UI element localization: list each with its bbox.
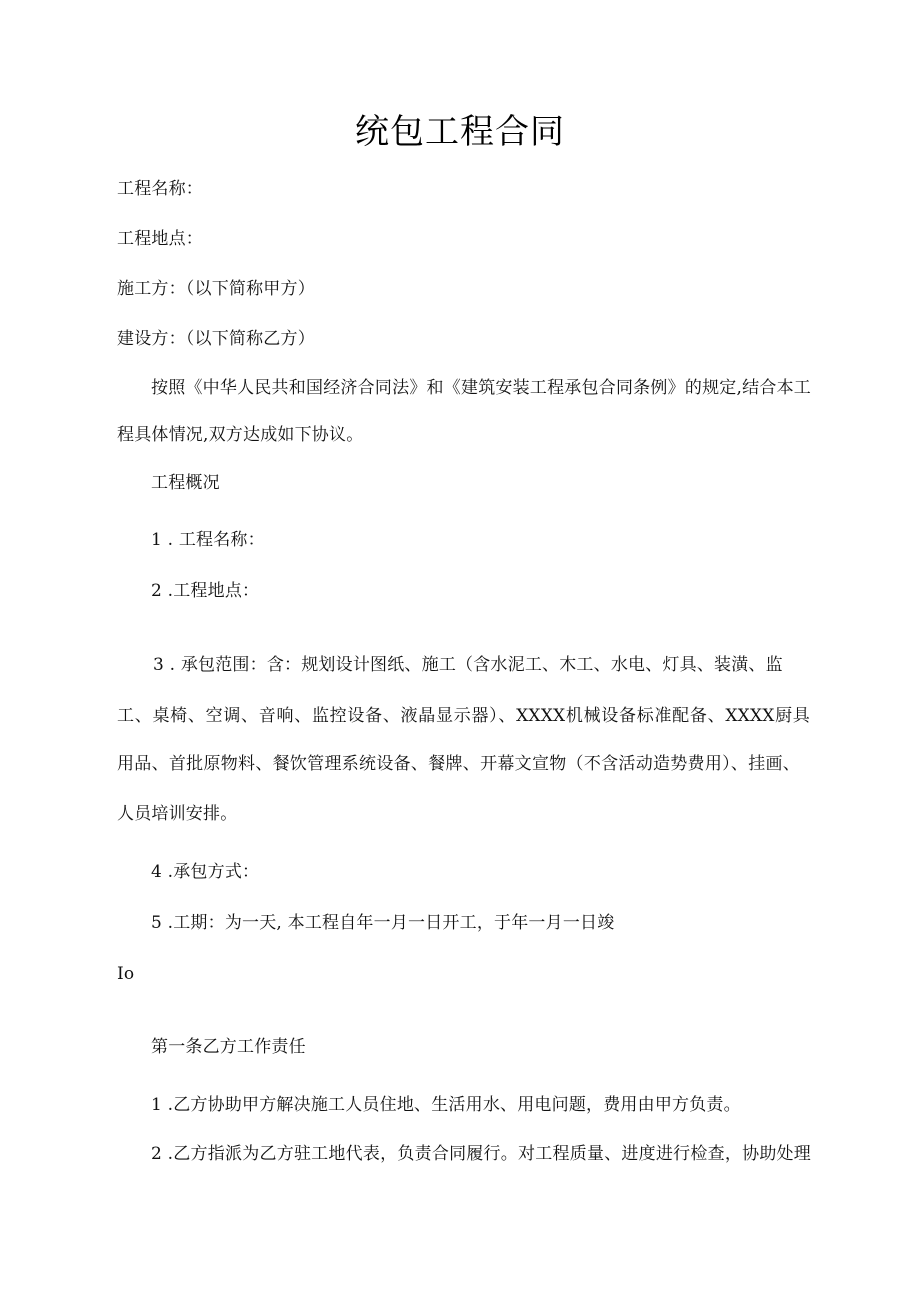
preamble-line-1: 按照《中华人民共和国经济合同法》和《建筑安装工程承包合同条例》的规定,结合本工 [151, 378, 811, 398]
project-name-field: 工程名称： [117, 179, 203, 199]
overview-item-3-line-2: 工、桌椅、空调、音响、监控设备、液晶显示器）、XXXX机械设备标准配备、XXXX厨具 [117, 706, 810, 726]
party-a-field: 施工方：（以下简称甲方） [117, 279, 315, 299]
overview-item-5-tail: Io [117, 964, 135, 984]
overview-item-3-line-3: 用品、首批原物料、餐饮管理系统设备、餐牌、开幕文宣物（不含活动造势费用）、挂画、 [117, 754, 800, 774]
overview-item-4: 4 .承包方式： [151, 862, 260, 882]
overview-item-3-line-4: 人员培训安排。 [117, 804, 238, 824]
overview-item-2: 2 .工程地点： [151, 581, 260, 601]
overview-heading: 工程概况 [151, 473, 220, 493]
overview-item-1: 1 . 工程名称： [151, 530, 265, 550]
project-location-field: 工程地点： [117, 229, 203, 249]
overview-item-3-line-1: 3 . 承包范围：含：规划设计图纸、施工（含水泥工、木工、水电、灯具、装潢、监 [153, 655, 783, 675]
article-1-heading: 第一条乙方工作责任 [151, 1037, 306, 1057]
party-b-field: 建设方：（以下简称乙方） [117, 329, 315, 349]
article-1-item-1: 1 .乙方协助甲方解决施工人员住地、生活用水、用电问题，费用由甲方负责。 [151, 1095, 741, 1115]
overview-item-5: 5 .工期：为一天, 本工程自年一月一日开工，于年一月一日竣 [151, 913, 615, 933]
document-title: 统包工程合同 [355, 112, 565, 152]
preamble-line-2: 程具体情况,双方达成如下协议。 [117, 425, 364, 445]
article-1-item-2: 2 .乙方指派为乙方驻工地代表，负责合同履行。对工程质量、进度进行检查，协助处理 [151, 1144, 811, 1164]
